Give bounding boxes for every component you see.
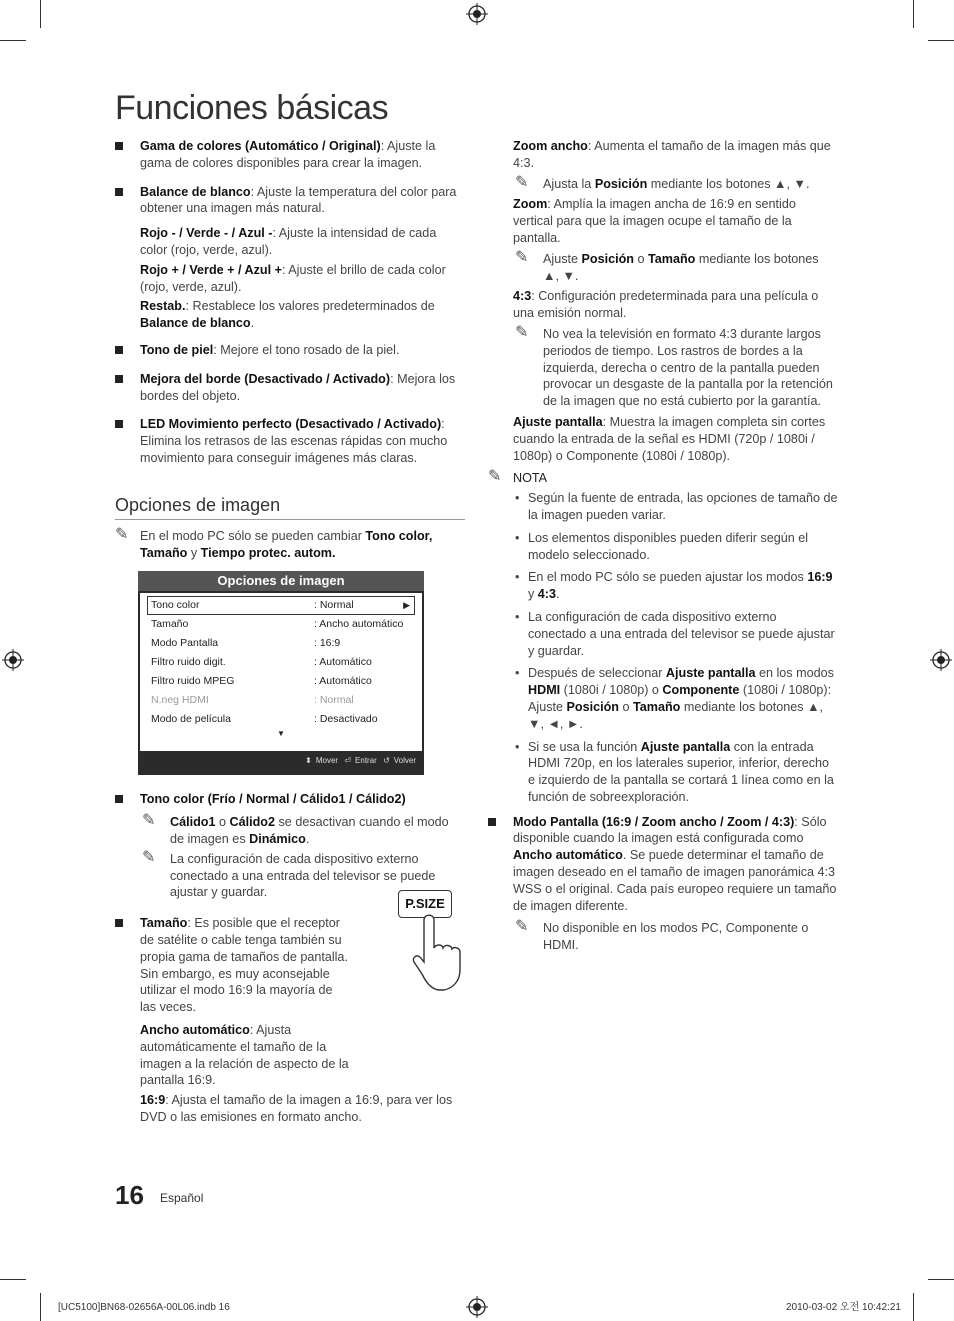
pencil-icon: ✎ [515, 918, 529, 936]
psize-button-icon: P.SIZE [398, 890, 452, 918]
led-item: LED Movimiento perfecto (Desactivado / Activado): Elimina los retrasos de las escenas rápidas con mucho movimiento para conseguir imágenes más claras. [115, 416, 465, 466]
osd-title: Opciones de imagen [138, 571, 424, 591]
bullet-square-icon [115, 346, 123, 354]
bullet-square-icon [115, 188, 123, 196]
registration-mark-icon [2, 649, 24, 671]
ajuste-item: Ajuste pantalla: Muestra la imagen completa sin cortes cuando la entrada de la señal es HDMI (720p / 1080i / 1080p) o Componente (1080i / 1080p). [513, 414, 826, 463]
pencil-icon: ✎ [115, 525, 129, 543]
balance-item: Balance de blanco: Ajuste la temperatura del color para obtener una imagen más natural. [115, 184, 465, 218]
crop-mark [928, 1279, 954, 1280]
calido-note: ✎ Cálido1 o Cálido2 se desactivan cuando el modo de imagen es Dinámico. [142, 812, 449, 846]
bullet-square-icon [115, 142, 123, 150]
section-heading: Opciones de imagen [115, 493, 465, 520]
osd-row-nneg-hdmi: N.neg HDMI : Normal [151, 694, 354, 707]
pencil-icon: ✎ [488, 468, 502, 486]
crop-mark [40, 0, 41, 28]
nota-bullet: • Después de seleccionar Ajuste pantalla en los modos HDMI (1080i / 1080p) o Componente (1080i / 1080p): Ajuste Posición o Tamaño mediante los botones ▲, ▼, ◄, ►. [515, 666, 834, 731]
return-icon: ↺ [383, 755, 390, 765]
crop-mark [913, 1293, 914, 1321]
nota-bullet: • En el modo PC sólo se pueden ajustar los modos 16:9 y 4:3. [515, 570, 833, 602]
zoom-ancho-item: Zoom ancho: Aumenta el tamaño de la imagen más que 4:3. [513, 139, 831, 170]
ancho-item: Ancho automático: Ajusta automáticamente el tamaño de la imagen a la relación de aspecto de la pantalla 16:9. [140, 1022, 349, 1088]
arrow-right-icon: ▶ [403, 600, 410, 611]
crop-mark [928, 40, 954, 41]
pencil-icon: ✎ [515, 248, 529, 266]
nota-bullet: • La configuración de cada dispositivo externo conectado a una entrada del televisor se puede ajustar y guardar. [515, 609, 835, 658]
crop-mark [913, 0, 914, 28]
modo-note: ✎ No disponible en los modos PC, Componente o HDMI. [515, 918, 809, 953]
crop-mark [0, 40, 26, 41]
zoom-ancho-note: ✎ Ajusta la Posición mediante los botones ▲, ▼. [515, 173, 810, 191]
osd-row-modo-pelicula[interactable]: Modo de película : Desactivado [151, 713, 378, 726]
tono-color-item: Tono color (Frío / Normal / Cálido1 / Cálido2) [115, 791, 465, 808]
scroll-down-icon[interactable]: ▼ [277, 729, 285, 739]
pc-note: ✎ En el modo PC sólo se pueden cambiar Tono color, Tamaño y Tiempo protec. autom. [115, 525, 433, 560]
crop-mark [0, 1279, 26, 1280]
bullet-square-icon [115, 420, 123, 428]
gama-item: Gama de colores (Automático / Original): Ajuste la gama de colores disponibles para crear la imagen. [115, 138, 465, 172]
r169-item: 16:9: Ajusta el tamaño de la imagen a 16:9, para ver los DVD o las emisiones en formato ancho. [140, 1093, 453, 1124]
zoom-item: Zoom: Amplía la imagen ancha de 16:9 en sentido vertical para que la imagen ocupe el tamaño de la pantalla. [513, 197, 796, 245]
osd-row-filtro-mpeg[interactable]: Filtro ruido MPEG : Automático [151, 675, 372, 688]
crop-mark [40, 1293, 41, 1321]
pencil-icon: ✎ [515, 173, 529, 191]
print-datetime: 2010-03-02 오전 10:42:21 [786, 1302, 901, 1313]
bullet-square-icon [115, 795, 123, 803]
registration-mark-icon [466, 1296, 488, 1318]
osd-row-tono-color[interactable]: Tono color : Normal ▶ [147, 596, 415, 615]
osd-row-filtro-digit[interactable]: Filtro ruido digit. : Automático [151, 656, 372, 669]
nota-bullet: • Los elementos disponibles pueden diferir según el modelo seleccionado. [515, 530, 809, 562]
osd-menu [138, 571, 424, 775]
registration-mark-icon [930, 649, 952, 671]
page-title: Funciones básicas [115, 89, 389, 127]
mejora-item: Mejora del borde (Desactivado / Activado): Mejora los bordes del objeto. [115, 371, 465, 405]
modo-pantalla-item: Modo Pantalla (16:9 / Zoom ancho / Zoom / 4:3): Sólo disponible cuando la imagen está configurada como Ancho automático. Se puede determinar el tamaño de imagen deseado en el tamaño de imagen panorámica 4:3 WSS o el original. Cada país europeo requiere un tamaño de imagen diferente. [488, 814, 838, 915]
registration-mark-icon [466, 3, 488, 25]
file-info: [UC5100]BN68-02656A-00L06.indb 16 [58, 1302, 230, 1313]
rojo-plus-item: Rojo + / Verde + / Azul +: Ajuste el brillo de cada color (rojo, verde, azul). [140, 262, 446, 294]
zoom-note: ✎ Ajuste Posición o Tamaño mediante los botones ▲, ▼. [515, 248, 819, 283]
nota-bullet: • Según la fuente de entrada, las opciones de tamaño de la imagen pueden variar. [515, 491, 838, 522]
pencil-icon: ✎ [142, 848, 156, 866]
enter-icon: ⏎ [344, 755, 352, 765]
osd-list [140, 593, 422, 751]
language-label: Español [160, 1191, 204, 1205]
osd-row-tamano[interactable]: Tamaño : Ancho automático [151, 618, 404, 631]
osd-row-modo-pantalla[interactable]: Modo Pantalla : 16:9 [151, 637, 341, 650]
pencil-icon: ✎ [142, 812, 156, 830]
r43-item: 4:3: Configuración predeterminada para una película o una emisión normal. [513, 289, 819, 321]
r43-note: ✎ No vea la televisión en formato 4:3 durante largos periodos de tiempo. Los rastros de bordes a la izquierda, derecha o centro de la pantalla pueden provocar un desgaste de la pantalla por la retención de la imagen que no está cubierto por la garantía. [515, 323, 833, 409]
tono-item: Tono de piel: Mejore el tono rosado de la piel. [115, 342, 465, 359]
restab-item: Restab.: Restablece los valores predeterminados de Balance de blanco. [140, 299, 435, 331]
nota-heading: ✎ NOTA [488, 468, 548, 486]
bullet-square-icon [488, 818, 496, 826]
bullet-square-icon [115, 919, 123, 927]
rojo-minus-item: Rojo - / Verde - / Azul -: Ajuste la intensidad de cada color (rojo, verde, azul). [140, 226, 437, 257]
right-column [488, 138, 838, 957]
page-number: 16 [115, 1180, 144, 1210]
bullet-square-icon [115, 375, 123, 383]
config-note: ✎ La configuración de cada dispositivo externo conectado a una entrada del televisor se puede ajustar y guardar. [142, 848, 436, 900]
tamano-item: Tamaño: Es posible que el receptor de satélite o cable tenga también su propia gama de tamaños de pantalla. Sin embargo, es muy aconsejable utilizar el modo 16:9 la mayoría de las veces. [115, 915, 352, 1016]
move-icon: ⬍ [305, 755, 312, 765]
nota-bullet: • Si se usa la función Ajuste pantalla con la entrada HDMI 720p, en los laterales superior, inferior, derecho e izquierdo de la pantalla se cortará 1 línea como en la función de sobreexploración. [515, 739, 834, 804]
osd-footer: ⬍ Mover ⏎ Entrar ↺ Volver [305, 755, 416, 765]
pointing-hand-icon [412, 914, 468, 992]
pencil-icon: ✎ [515, 323, 529, 341]
